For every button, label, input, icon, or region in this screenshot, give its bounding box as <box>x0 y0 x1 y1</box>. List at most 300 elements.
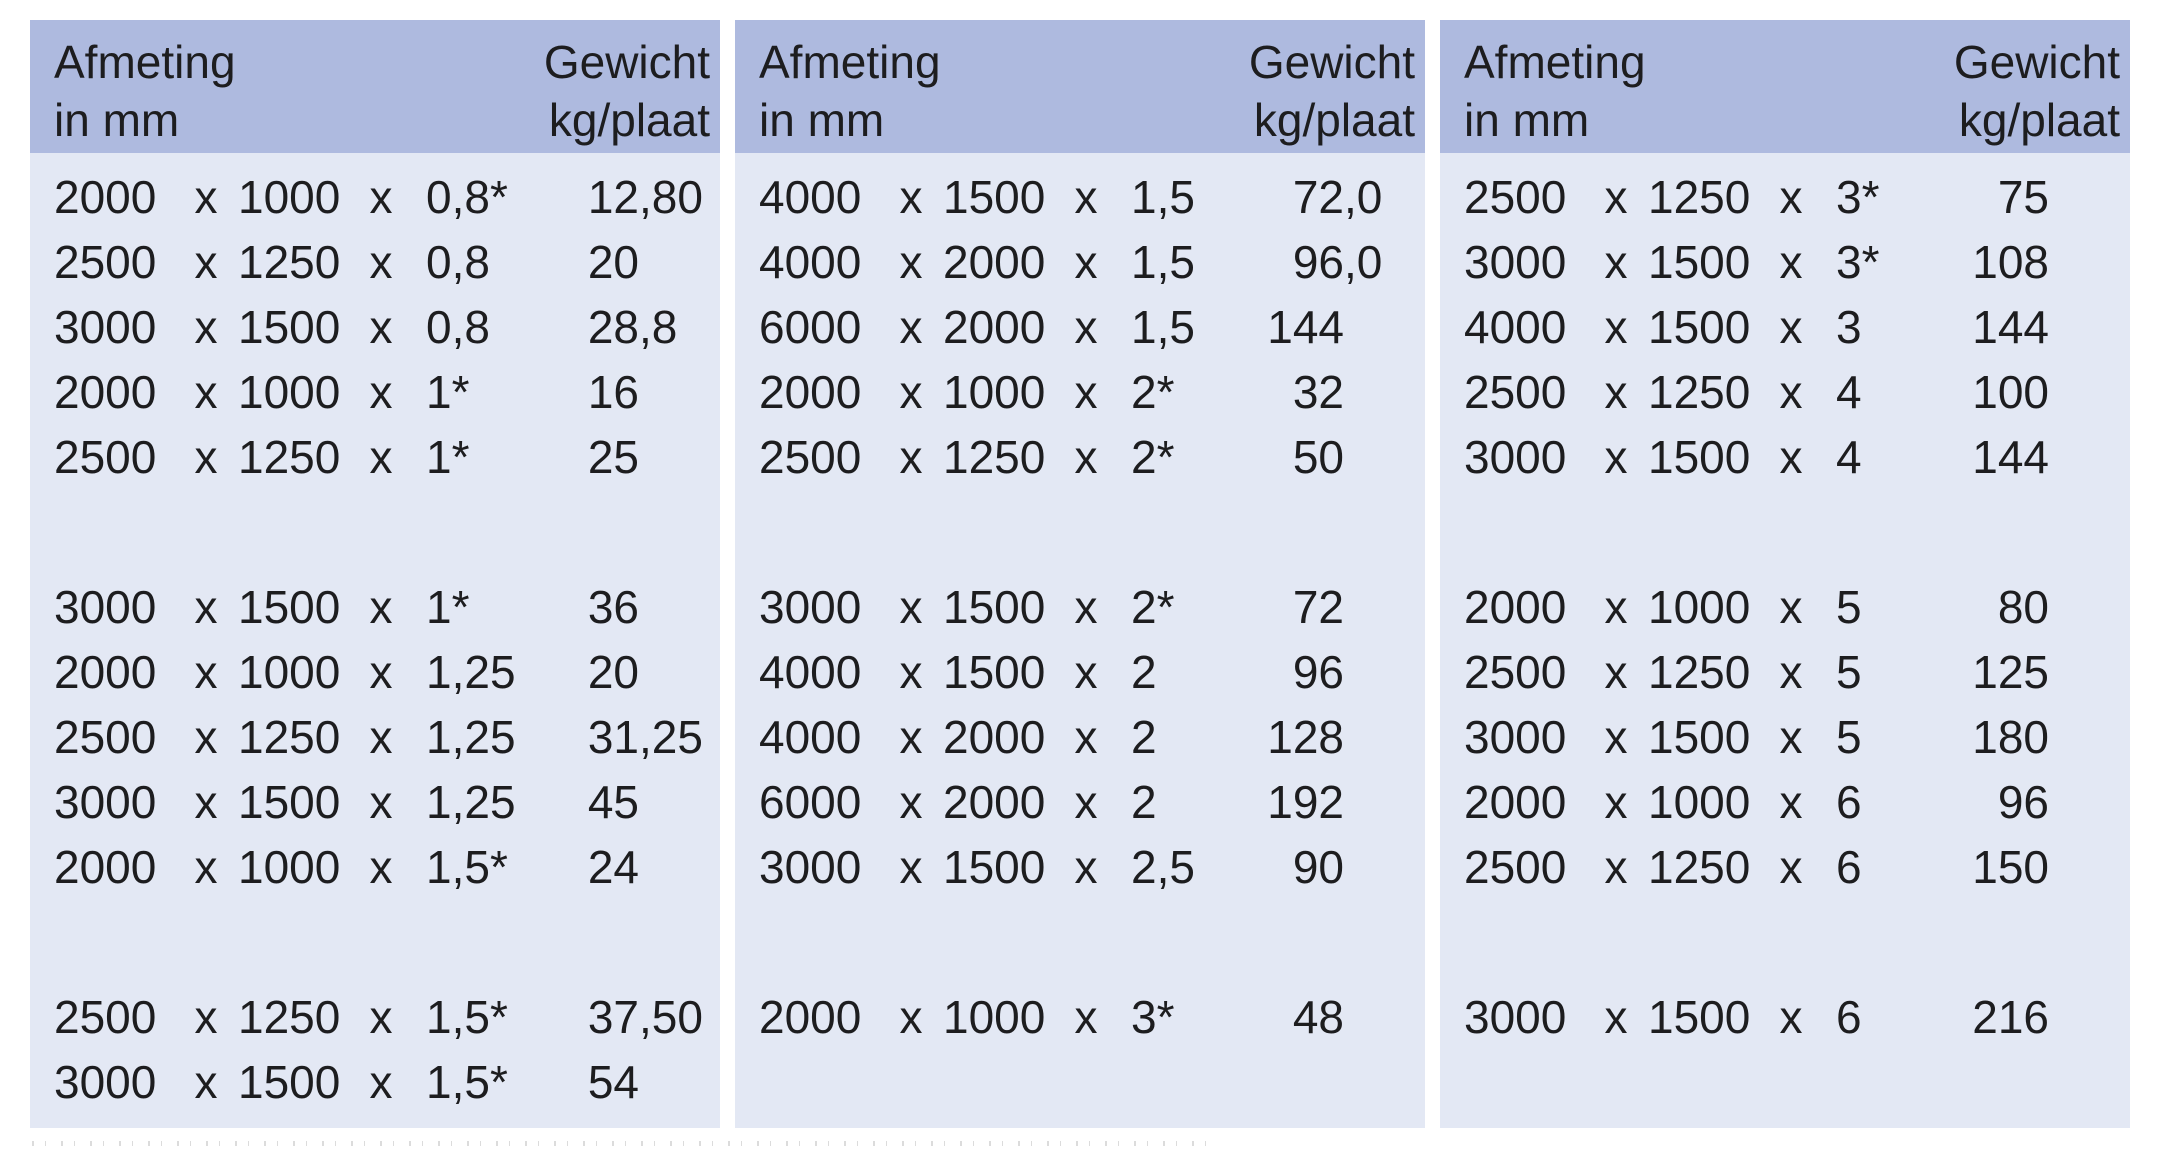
dim-width-value: 1000 <box>1648 581 1751 633</box>
weight-integer-part: 20 <box>587 646 639 698</box>
table-row <box>735 295 1425 360</box>
group-spacer <box>30 900 720 985</box>
table-body <box>30 153 720 1128</box>
weight-value <box>482 770 712 835</box>
times-separator: x <box>1604 991 1628 1043</box>
weight-decimal-part: ,80 <box>639 171 703 223</box>
weight-value <box>1892 360 2122 425</box>
dim-length-value: 2000 <box>1464 581 1567 633</box>
times-separator: x <box>1604 171 1628 223</box>
dim-thickness-value: 1* <box>426 366 470 418</box>
weight-integer-part: 80 <box>1997 581 2049 633</box>
times-separator: x <box>194 1056 218 1108</box>
weight-decimal-part <box>639 230 712 295</box>
weight-integer-part: 100 <box>1972 366 2049 418</box>
dim-length-value: 4000 <box>759 236 862 288</box>
group-spacer <box>735 900 1425 985</box>
weight-integer-part: 28 <box>587 301 639 353</box>
weight-decimal-part <box>1344 425 1417 490</box>
table-row <box>30 360 720 425</box>
times-separator: x <box>899 366 923 418</box>
times-separator: x <box>194 776 218 828</box>
weight-decimal-part <box>2049 295 2122 360</box>
weight-decimal-part: ,0 <box>1344 236 1383 288</box>
dim-length-value: 3000 <box>1464 991 1567 1043</box>
weight-value <box>1187 985 1417 1050</box>
times-separator: x <box>899 841 923 893</box>
dim-length-value: 2000 <box>54 366 157 418</box>
weight-integer-part: 192 <box>1267 776 1344 828</box>
times-separator: x <box>899 776 923 828</box>
dim-length-value: 2000 <box>54 841 157 893</box>
dim-length-value: 4000 <box>759 171 862 223</box>
table-row <box>1440 425 2130 490</box>
dim-length-value: 4000 <box>1464 301 1567 353</box>
table-row <box>735 360 1425 425</box>
table-row <box>30 165 720 230</box>
times-separator: x <box>369 366 393 418</box>
dim-width-value: 1000 <box>238 646 341 698</box>
dim-thickness-value: 1,5* <box>426 841 508 893</box>
weight-header-line1: Gewicht <box>1953 36 2120 88</box>
weight-value <box>1892 230 2122 295</box>
weight-column-header <box>1954 33 2120 153</box>
weight-decimal-part <box>1344 575 1417 640</box>
weight-integer-part: 96 <box>1292 646 1344 698</box>
times-separator: x <box>1604 841 1628 893</box>
weight-value <box>1892 165 2122 230</box>
weight-decimal-part <box>2049 835 2122 900</box>
times-separator: x <box>369 1056 393 1108</box>
weight-decimal-part <box>1344 295 1417 360</box>
dim-width-value: 1500 <box>943 841 1046 893</box>
dim-length-value: 2000 <box>1464 776 1567 828</box>
dim-width-value: 1000 <box>1648 776 1751 828</box>
dim-width-value: 1000 <box>943 366 1046 418</box>
dim-thickness-value: 2* <box>1131 366 1175 418</box>
dim-length-value: 4000 <box>759 711 862 763</box>
weight-value <box>1187 575 1417 640</box>
weight-decimal-part <box>1344 705 1417 770</box>
weight-decimal-part <box>1344 770 1417 835</box>
table-row <box>1440 295 2130 360</box>
weight-value <box>1187 360 1417 425</box>
dim-thickness-value: 1* <box>426 431 470 483</box>
weight-decimal-part <box>2049 705 2122 770</box>
dim-width-value: 2000 <box>943 236 1046 288</box>
table-row <box>1440 165 2130 230</box>
dim-width-value: 2000 <box>943 711 1046 763</box>
weight-integer-part: 96 <box>1997 776 2049 828</box>
times-separator: x <box>1779 991 1803 1043</box>
dim-width-value: 1250 <box>238 236 341 288</box>
weight-decimal-part <box>1344 360 1417 425</box>
group-spacer <box>735 490 1425 575</box>
weight-decimal-part <box>639 425 712 490</box>
dim-length-value: 3000 <box>1464 431 1567 483</box>
weight-integer-part: 24 <box>587 841 639 893</box>
table-row <box>1440 835 2130 900</box>
table-row <box>30 425 720 490</box>
times-separator: x <box>1604 431 1628 483</box>
dim-width-value: 1500 <box>943 171 1046 223</box>
weight-decimal-part <box>2049 230 2122 295</box>
dim-thickness-value: 5 <box>1836 711 1862 763</box>
dim-thickness-value: 1,25 <box>426 646 516 698</box>
weight-value <box>482 835 712 900</box>
times-separator: x <box>1779 776 1803 828</box>
times-separator: x <box>1074 711 1098 763</box>
dim-width-value: 1500 <box>1648 711 1751 763</box>
dim-width-value: 1500 <box>238 776 341 828</box>
dimension-column-header <box>759 33 941 153</box>
times-separator: x <box>1604 301 1628 353</box>
dim-length-value: 4000 <box>759 646 862 698</box>
weight-integer-part: 150 <box>1972 841 2049 893</box>
dim-thickness-value: 2 <box>1131 711 1157 763</box>
weight-integer-part: 54 <box>587 1056 639 1108</box>
dim-width-value: 1500 <box>238 1056 341 1108</box>
dimension-header-line2: in mm <box>759 94 885 146</box>
times-separator: x <box>1074 301 1098 353</box>
weight-value <box>482 165 712 230</box>
weight-integer-part: 32 <box>1292 366 1344 418</box>
dim-width-value: 1500 <box>238 581 341 633</box>
times-separator: x <box>194 236 218 288</box>
weight-integer-part: 45 <box>587 776 639 828</box>
weight-header-line2: kg/plaat <box>548 94 710 146</box>
times-separator: x <box>1604 776 1628 828</box>
weight-integer-part: 128 <box>1267 711 1344 763</box>
table-row <box>735 165 1425 230</box>
table-row <box>30 230 720 295</box>
table-row <box>30 295 720 360</box>
table-row <box>30 985 720 1050</box>
weight-header-line1: Gewicht <box>543 36 710 88</box>
dim-length-value: 6000 <box>759 776 862 828</box>
table-row <box>30 770 720 835</box>
dim-length-value: 3000 <box>1464 236 1567 288</box>
dim-thickness-value: 2 <box>1131 776 1157 828</box>
weight-value <box>1892 640 2122 705</box>
dim-thickness-value: 6 <box>1836 841 1862 893</box>
times-separator: x <box>194 581 218 633</box>
dim-thickness-value: 3* <box>1836 171 1880 223</box>
weight-integer-part: 31 <box>587 711 639 763</box>
weight-integer-part: 108 <box>1972 236 2049 288</box>
weight-integer-part: 180 <box>1972 711 2049 763</box>
times-separator: x <box>194 841 218 893</box>
dim-thickness-value: 1,5 <box>1131 171 1195 223</box>
weight-decimal-part <box>2049 575 2122 640</box>
weight-decimal-part <box>1344 640 1417 705</box>
table-row <box>30 1050 720 1115</box>
weight-value <box>1892 835 2122 900</box>
table-row <box>735 575 1425 640</box>
dim-length-value: 3000 <box>1464 711 1567 763</box>
dim-width-value: 1500 <box>1648 991 1751 1043</box>
table-row <box>30 835 720 900</box>
times-separator: x <box>1779 301 1803 353</box>
times-separator: x <box>369 581 393 633</box>
times-separator: x <box>369 991 393 1043</box>
weight-integer-part: 25 <box>587 431 639 483</box>
weight-value <box>1892 295 2122 360</box>
dim-width-value: 1000 <box>943 991 1046 1043</box>
weight-value <box>482 575 712 640</box>
dim-thickness-value: 1,5* <box>426 1056 508 1108</box>
table-header <box>1440 20 2130 153</box>
dim-length-value: 2500 <box>54 991 157 1043</box>
dim-thickness-value: 5 <box>1836 646 1862 698</box>
weight-table-3 <box>1440 20 2130 1128</box>
weight-value <box>482 985 712 1050</box>
dim-width-value: 1250 <box>1648 366 1751 418</box>
tables-row <box>30 20 2130 1128</box>
weight-decimal-part <box>639 640 712 705</box>
weight-value <box>482 705 712 770</box>
times-separator: x <box>369 711 393 763</box>
dim-width-value: 1250 <box>1648 171 1751 223</box>
times-separator: x <box>1604 581 1628 633</box>
weight-decimal-part <box>2049 425 2122 490</box>
times-separator: x <box>1779 366 1803 418</box>
times-separator: x <box>369 646 393 698</box>
dim-width-value: 1250 <box>1648 841 1751 893</box>
weight-integer-part: 90 <box>1292 841 1344 893</box>
weight-value <box>482 295 712 360</box>
weight-value <box>1187 425 1417 490</box>
weight-decimal-part <box>639 360 712 425</box>
group-spacer <box>30 490 720 575</box>
dim-width-value: 2000 <box>943 776 1046 828</box>
times-separator: x <box>1779 711 1803 763</box>
weight-value <box>1892 770 2122 835</box>
dim-length-value: 3000 <box>54 301 157 353</box>
times-separator: x <box>1604 711 1628 763</box>
weight-table-1 <box>30 20 720 1128</box>
weight-integer-part: 72 <box>1292 171 1344 223</box>
times-separator: x <box>899 301 923 353</box>
weight-value <box>1892 985 2122 1050</box>
dim-thickness-value: 1,5 <box>1131 301 1195 353</box>
weight-integer-part: 144 <box>1972 301 2049 353</box>
dim-thickness-value: 3* <box>1131 991 1175 1043</box>
weight-decimal-part: ,50 <box>639 991 703 1043</box>
times-separator: x <box>194 431 218 483</box>
table-row <box>1440 985 2130 1050</box>
times-separator: x <box>194 171 218 223</box>
weight-header-line2: kg/plaat <box>1958 94 2120 146</box>
times-separator: x <box>1779 646 1803 698</box>
weight-decimal-part <box>639 835 712 900</box>
dim-thickness-value: 2,5 <box>1131 841 1195 893</box>
weight-integer-part: 50 <box>1292 431 1344 483</box>
weight-decimal-part <box>639 770 712 835</box>
dim-thickness-value: 1* <box>426 581 470 633</box>
table-row <box>1440 640 2130 705</box>
dim-thickness-value: 0,8 <box>426 236 490 288</box>
table-row <box>30 705 720 770</box>
weight-decimal-part <box>2049 985 2122 1050</box>
times-separator: x <box>369 301 393 353</box>
dim-length-value: 3000 <box>54 581 157 633</box>
weight-value <box>1187 835 1417 900</box>
dim-width-value: 1500 <box>943 581 1046 633</box>
dim-width-value: 1500 <box>1648 236 1751 288</box>
dim-width-value: 1500 <box>1648 301 1751 353</box>
dimension-header-line1: Afmeting <box>1464 36 1646 88</box>
dim-thickness-value: 1,5* <box>426 991 508 1043</box>
times-separator: x <box>369 431 393 483</box>
dim-width-value: 1000 <box>238 366 341 418</box>
dim-length-value: 3000 <box>759 581 862 633</box>
group-spacer <box>1440 900 2130 985</box>
dim-thickness-value: 2* <box>1131 581 1175 633</box>
dim-length-value: 2500 <box>54 431 157 483</box>
weight-decimal-part <box>1344 985 1417 1050</box>
table-row <box>735 425 1425 490</box>
dim-thickness-value: 5 <box>1836 581 1862 633</box>
times-separator: x <box>1074 991 1098 1043</box>
dim-thickness-value: 1,25 <box>426 711 516 763</box>
times-separator: x <box>1074 581 1098 633</box>
dim-width-value: 1250 <box>943 431 1046 483</box>
times-separator: x <box>1074 366 1098 418</box>
dim-thickness-value: 0,8* <box>426 171 508 223</box>
table-row <box>30 640 720 705</box>
table-row <box>1440 230 2130 295</box>
times-separator: x <box>1779 581 1803 633</box>
weight-integer-part: 75 <box>1997 171 2049 223</box>
dimension-header-line2: in mm <box>1464 94 1590 146</box>
weight-decimal-part <box>2049 770 2122 835</box>
times-separator: x <box>1604 236 1628 288</box>
dim-width-value: 1500 <box>943 646 1046 698</box>
weight-column-header <box>544 33 710 153</box>
dimension-header-line2: in mm <box>54 94 180 146</box>
dim-length-value: 3000 <box>54 1056 157 1108</box>
weight-decimal-part <box>639 575 712 640</box>
weight-column-header <box>1249 33 1415 153</box>
weight-value <box>1187 770 1417 835</box>
clipped-footnote-line <box>32 1141 1217 1146</box>
table-body <box>735 153 1425 1128</box>
dim-length-value: 3000 <box>54 776 157 828</box>
weight-integer-part: 37 <box>587 991 639 1043</box>
times-separator: x <box>369 171 393 223</box>
dim-width-value: 1250 <box>238 431 341 483</box>
dim-thickness-value: 1,25 <box>426 776 516 828</box>
table-row <box>1440 770 2130 835</box>
dim-width-value: 1250 <box>1648 646 1751 698</box>
weight-value <box>1892 575 2122 640</box>
dim-width-value: 1500 <box>238 301 341 353</box>
weight-value <box>1187 705 1417 770</box>
dim-thickness-value: 0,8 <box>426 301 490 353</box>
weight-value <box>482 1050 712 1115</box>
weight-table-2 <box>735 20 1425 1128</box>
times-separator: x <box>1074 776 1098 828</box>
dim-length-value: 2500 <box>1464 841 1567 893</box>
table-row <box>735 835 1425 900</box>
times-separator: x <box>1604 366 1628 418</box>
weight-decimal-part <box>1344 835 1417 900</box>
times-separator: x <box>1779 171 1803 223</box>
weight-value <box>1187 165 1417 230</box>
times-separator: x <box>1074 171 1098 223</box>
times-separator: x <box>194 991 218 1043</box>
times-separator: x <box>1074 431 1098 483</box>
times-separator: x <box>899 171 923 223</box>
table-row <box>1440 575 2130 640</box>
dim-length-value: 6000 <box>759 301 862 353</box>
weight-decimal-part <box>639 1050 712 1115</box>
dimension-column-header <box>54 33 236 153</box>
weight-integer-part: 12 <box>587 171 639 223</box>
table-header <box>735 20 1425 153</box>
table-row <box>735 230 1425 295</box>
weight-integer-part: 144 <box>1267 301 1344 353</box>
dim-thickness-value: 2 <box>1131 646 1157 698</box>
dim-width-value: 2000 <box>943 301 1046 353</box>
dim-thickness-value: 3* <box>1836 236 1880 288</box>
dim-length-value: 2500 <box>54 236 157 288</box>
table-header <box>30 20 720 153</box>
dimension-header-line1: Afmeting <box>759 36 941 88</box>
dimension-header-line1: Afmeting <box>54 36 236 88</box>
dim-thickness-value: 1,5 <box>1131 236 1195 288</box>
group-spacer <box>1440 490 2130 575</box>
dim-length-value: 2500 <box>54 711 157 763</box>
weight-header-line2: kg/plaat <box>1253 94 1415 146</box>
times-separator: x <box>899 711 923 763</box>
times-separator: x <box>899 236 923 288</box>
dim-length-value: 2500 <box>1464 366 1567 418</box>
weight-integer-part: 20 <box>587 236 639 288</box>
times-separator: x <box>194 301 218 353</box>
dim-length-value: 2500 <box>1464 171 1567 223</box>
table-row <box>735 985 1425 1050</box>
dim-length-value: 2000 <box>54 171 157 223</box>
dim-length-value: 2000 <box>759 366 862 418</box>
times-separator: x <box>194 711 218 763</box>
dim-thickness-value: 6 <box>1836 991 1862 1043</box>
weight-value <box>482 425 712 490</box>
times-separator: x <box>899 646 923 698</box>
times-separator: x <box>899 431 923 483</box>
times-separator: x <box>1779 841 1803 893</box>
times-separator: x <box>369 841 393 893</box>
dim-width-value: 1000 <box>238 171 341 223</box>
times-separator: x <box>194 646 218 698</box>
weight-integer-part: 216 <box>1972 991 2049 1043</box>
weight-value <box>1892 705 2122 770</box>
times-separator: x <box>899 991 923 1043</box>
weight-decimal-part: ,0 <box>1344 171 1383 223</box>
dim-length-value: 2000 <box>54 646 157 698</box>
table-row <box>735 640 1425 705</box>
weight-value <box>1187 295 1417 360</box>
weight-value <box>482 360 712 425</box>
dim-length-value: 3000 <box>759 841 862 893</box>
times-separator: x <box>1074 841 1098 893</box>
weight-value <box>482 230 712 295</box>
dim-width-value: 1250 <box>238 991 341 1043</box>
weight-value <box>1187 640 1417 705</box>
table-row <box>735 770 1425 835</box>
dim-thickness-value: 4 <box>1836 366 1862 418</box>
